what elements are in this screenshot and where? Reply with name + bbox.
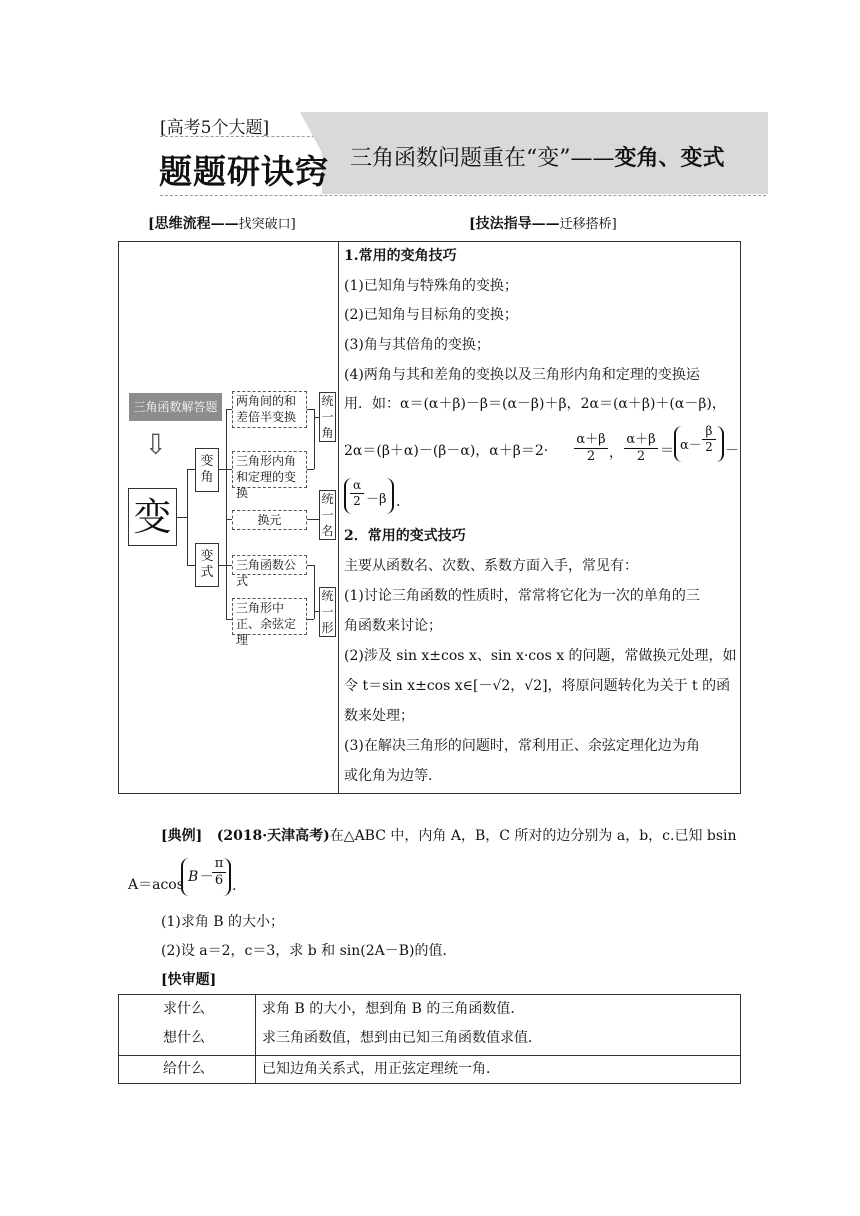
subtitle-part2: 变角、变式 <box>614 146 725 171</box>
technique-item: (3)角与其倍角的变换； <box>344 337 490 353</box>
fraction-numerator: α＋β <box>574 432 608 449</box>
formula-fraction: α 2 <box>350 478 364 509</box>
formula-comma: ， <box>609 445 623 461</box>
diagram-item: 三角形内角和定理的变换 <box>232 451 307 488</box>
section2-intro: 主要从函数名、次数、系数方面入手，常见有： <box>344 558 638 574</box>
review-value: 求三角函数值，想到由已知三角函数值求值． <box>262 1030 542 1046</box>
connector <box>187 469 188 565</box>
technique-line: (2)涉及 sin x±cos x、sin x·cos x 的问题，常做换元处理，如 <box>344 648 737 664</box>
technique-item: (4)两角与其和差角的变换以及三角形内角和定理的变换运 <box>344 367 700 383</box>
review-key: 给什么 <box>163 1061 205 1077</box>
review-value: 求角 B 的大小，想到角 B 的三角函数值． <box>262 1001 525 1017</box>
right-column-header <box>469 213 617 233</box>
connector <box>307 619 314 620</box>
unify-char: 统 <box>321 492 334 506</box>
subtitle-part1: 三角函数问题重在“变”—— <box>350 146 615 171</box>
connector <box>219 469 226 470</box>
change-angle-box <box>195 448 219 492</box>
formula-line: 用．如：α＝(α＋β)－β＝(α－β)＋β，2α＝(α＋β)＋(α－β)， <box>344 396 726 412</box>
technique-line: 或化角为边等. <box>344 768 433 784</box>
question-1: (1)求角 B 的大小； <box>161 914 285 930</box>
formula-fraction: β 2 <box>702 424 716 455</box>
unify-char: 角 <box>321 426 334 440</box>
left-column-header <box>148 213 296 233</box>
connector <box>307 409 314 410</box>
connector <box>307 469 314 470</box>
connector <box>219 565 226 566</box>
example-text: 在△ABC 中，内角 A，B，C 所对的边分别为 a，b，c.已知 bsin <box>329 828 737 844</box>
technique-line: (1)讨论三角函数的性质时，常常将它化为一次的单角的三 <box>344 588 700 604</box>
example-fraction <box>212 856 226 889</box>
review-value: 已知边角关系式，用正弦定理统一角． <box>262 1061 500 1077</box>
example-line1 <box>161 825 737 845</box>
main-title: 题题研诀窍 <box>159 152 329 191</box>
table-divider <box>338 241 339 794</box>
unify-angle-box <box>319 392 336 442</box>
example-source: (2018·天津高考) <box>216 828 330 844</box>
formula-equals: ＝ <box>660 443 674 459</box>
left-header-bold: [思维流程—— <box>148 216 239 232</box>
example-six: 6 <box>214 873 224 888</box>
formula-minus: － <box>725 443 739 459</box>
fraction-denominator: 2 <box>636 449 646 464</box>
technique-line: (3)在解决三角形的问题时，常利用正、余弦定理化边为角 <box>344 738 700 754</box>
connector <box>187 469 195 470</box>
connector <box>177 517 187 518</box>
connector <box>226 409 227 519</box>
unify-char: 一 <box>321 410 334 424</box>
change-form-char: 变 <box>200 549 214 564</box>
left-header-rest: 找突破口] <box>238 217 296 232</box>
example-label: [典例] <box>161 828 203 844</box>
formula-fraction <box>624 432 658 465</box>
change-angle-char: 角 <box>200 470 214 485</box>
technique-item: (2)已知角与目标角的变换； <box>344 307 518 323</box>
exam-badge: [高考5个大题] <box>160 118 270 138</box>
example-paren-expr: B－ <box>188 869 213 885</box>
unify-char: 一 <box>321 508 334 522</box>
fraction-numerator: α＋β <box>624 432 658 449</box>
unify-char: 统 <box>321 589 334 603</box>
fraction-denominator: 2 <box>586 449 596 464</box>
technique-line: 令 t＝sin x±cos x∈[－√2，√2]，将原问题转化为关于 t 的函 <box>344 678 731 694</box>
unify-char: 形 <box>321 621 334 635</box>
unify-name-box <box>319 490 336 540</box>
diagram-item: 两角间的和差倍半变换 <box>232 391 307 428</box>
connector <box>187 565 195 566</box>
connector <box>226 519 227 619</box>
diagram-item: 三角函数公式 <box>232 555 307 575</box>
unify-char: 一 <box>321 605 334 619</box>
review-key: 想什么 <box>163 1030 205 1046</box>
technique-line: 数来处理； <box>344 708 414 724</box>
section2-title: 2．常用的变式技巧 <box>344 528 466 544</box>
diagram-item: 换元 <box>232 510 307 530</box>
formula-line: 2α＝(β＋α)－(β－α)，α＋β＝2· <box>344 443 549 459</box>
connector <box>307 565 314 566</box>
banner-divider <box>160 195 766 196</box>
technique-item: (1)已知角与特殊角的变换； <box>344 278 518 294</box>
problem-type-box: 三角函数解答题 <box>129 393 222 421</box>
question-2: (2)设 a＝2，c＝3，求 b 和 sin(2A－B)的值． <box>161 943 457 959</box>
quick-review-label: [快审题] <box>161 972 217 988</box>
formula-term: α－ <box>680 438 702 453</box>
review-key: 求什么 <box>163 1001 205 1017</box>
unify-char: 名 <box>321 524 334 538</box>
review-table-divider <box>255 994 256 1084</box>
formula-fraction <box>574 432 608 465</box>
diagram-item: 三角形中正、余弦定理 <box>232 598 307 635</box>
formula-period: . <box>396 494 401 510</box>
review-table-divider <box>118 1055 741 1056</box>
right-header-bold: [技法指导—— <box>469 216 560 232</box>
down-arrow-icon: ⇩ <box>144 428 168 461</box>
connector <box>307 519 319 520</box>
change-angle-char: 变 <box>200 454 214 469</box>
change-form-char: 式 <box>200 565 214 580</box>
change-form-box <box>195 543 219 587</box>
banner-subtitle <box>350 141 725 172</box>
formula-term: －β <box>366 492 387 507</box>
example-pi: π <box>212 856 226 873</box>
right-header-rest: 迁移搭桥] <box>559 217 617 232</box>
technique-line: 角函数来讨论； <box>344 618 442 634</box>
transform-box: 变 <box>128 488 177 546</box>
example-line2: A＝acos <box>128 877 184 893</box>
example-period: . <box>232 878 237 894</box>
section1-title: 1.常用的变角技巧 <box>344 248 457 264</box>
unify-char: 统 <box>321 394 334 408</box>
unify-form-box <box>319 587 336 637</box>
connector <box>314 409 315 469</box>
